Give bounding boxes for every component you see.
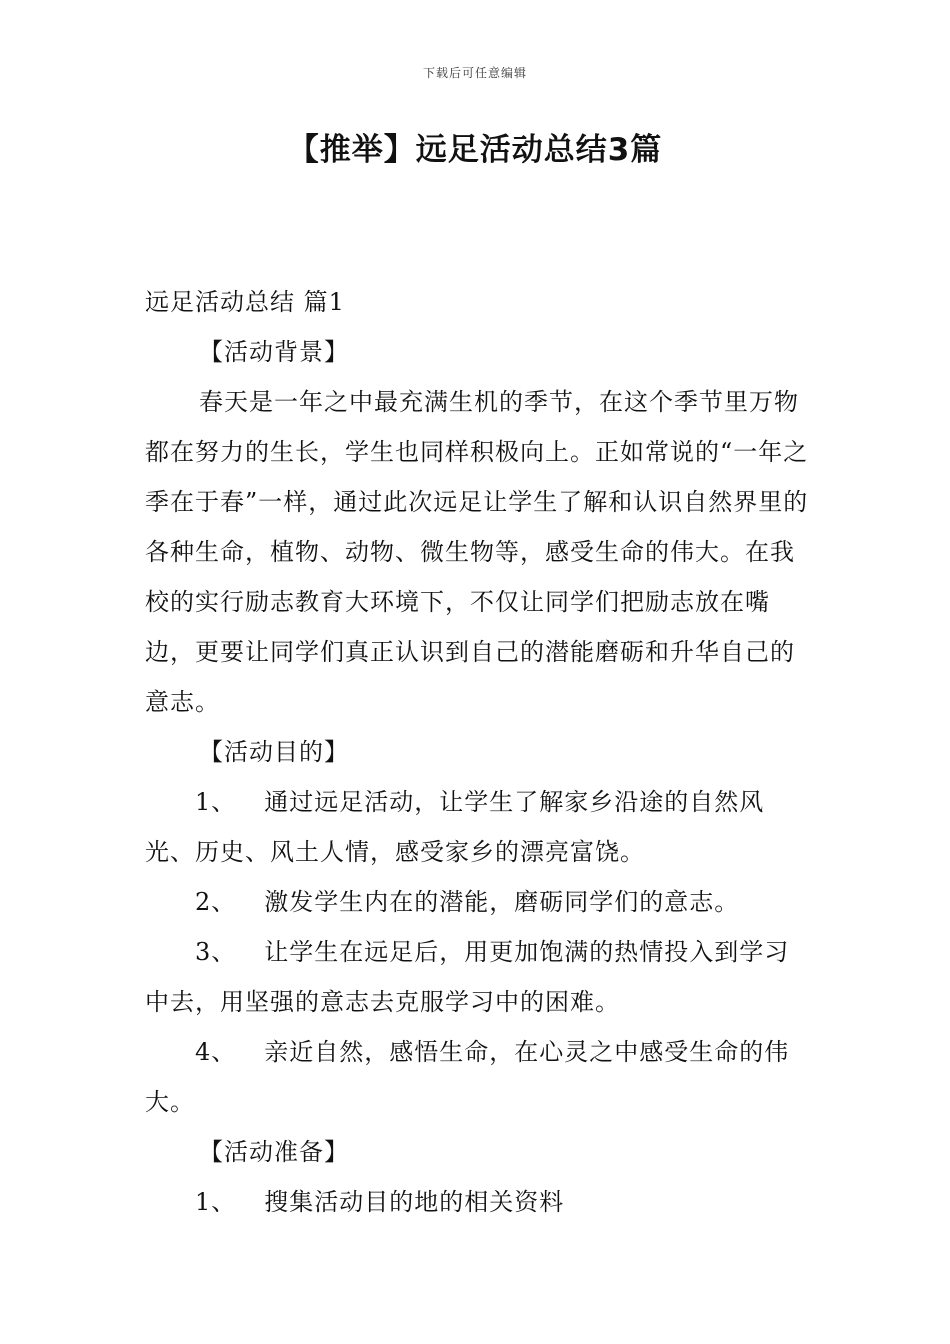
goal-item-3-number: 3、 [195, 938, 237, 966]
goal-item-3 [145, 927, 810, 1027]
goal-item-1-text: 通过远足活动，让学生了解家乡沿途的自然风光、历史、风土人情，感受家乡的漂亮富饶。 [145, 788, 765, 866]
goal-item-2-text: 激发学生内在的潜能，磨砺同学们的意志。 [264, 888, 740, 916]
goal-item-1-number: 1、 [195, 788, 237, 816]
preparation-item-1-number: 1、 [195, 1188, 237, 1216]
goal-item-4-number: 4、 [195, 1038, 237, 1066]
preparation-item-1-text: 搜集活动目的地的相关资料 [264, 1188, 565, 1216]
document-title: 【推举】远足活动总结3篇 [287, 132, 663, 168]
section-title: 远足活动总结 篇1 [145, 288, 345, 316]
goal-item-2-number: 2、 [195, 888, 237, 916]
document-content [145, 277, 810, 1227]
goals-heading: 【活动目的】 [199, 738, 349, 766]
background-heading: 【活动背景】 [199, 338, 349, 366]
background-paragraph: 春天是一年之中最充满生机的季节，在这个季节里万物都在努力的生长，学生也同样积极向上。正如常说的“一年之季在于春”一样，通过此次远足让学生了解和认识自然界里的各种生命，植物、动物、微生物等，感受生命的伟大。在我校的实行励志教育大环境下，不仅让同学们把励志放在嘴边，更要让同学们真正认识到自己的潜能磨砺和升华自己的意志。 [145, 388, 809, 716]
preparation-item-1 [145, 1177, 810, 1227]
preparation-heading: 【活动准备】 [199, 1138, 349, 1166]
goal-item-4 [145, 1027, 810, 1127]
goal-item-4-text: 亲近自然，感悟生命，在心灵之中感受生命的伟大。 [145, 1038, 790, 1116]
header-note: 下载后可任意编辑 [422, 66, 527, 80]
goal-item-1 [145, 777, 810, 877]
goal-item-3-text: 让学生在远足后，用更加饱满的热情投入到学习中去，用坚强的意志去克服学习中的困难。 [145, 938, 790, 1016]
goal-item-2 [145, 877, 810, 927]
